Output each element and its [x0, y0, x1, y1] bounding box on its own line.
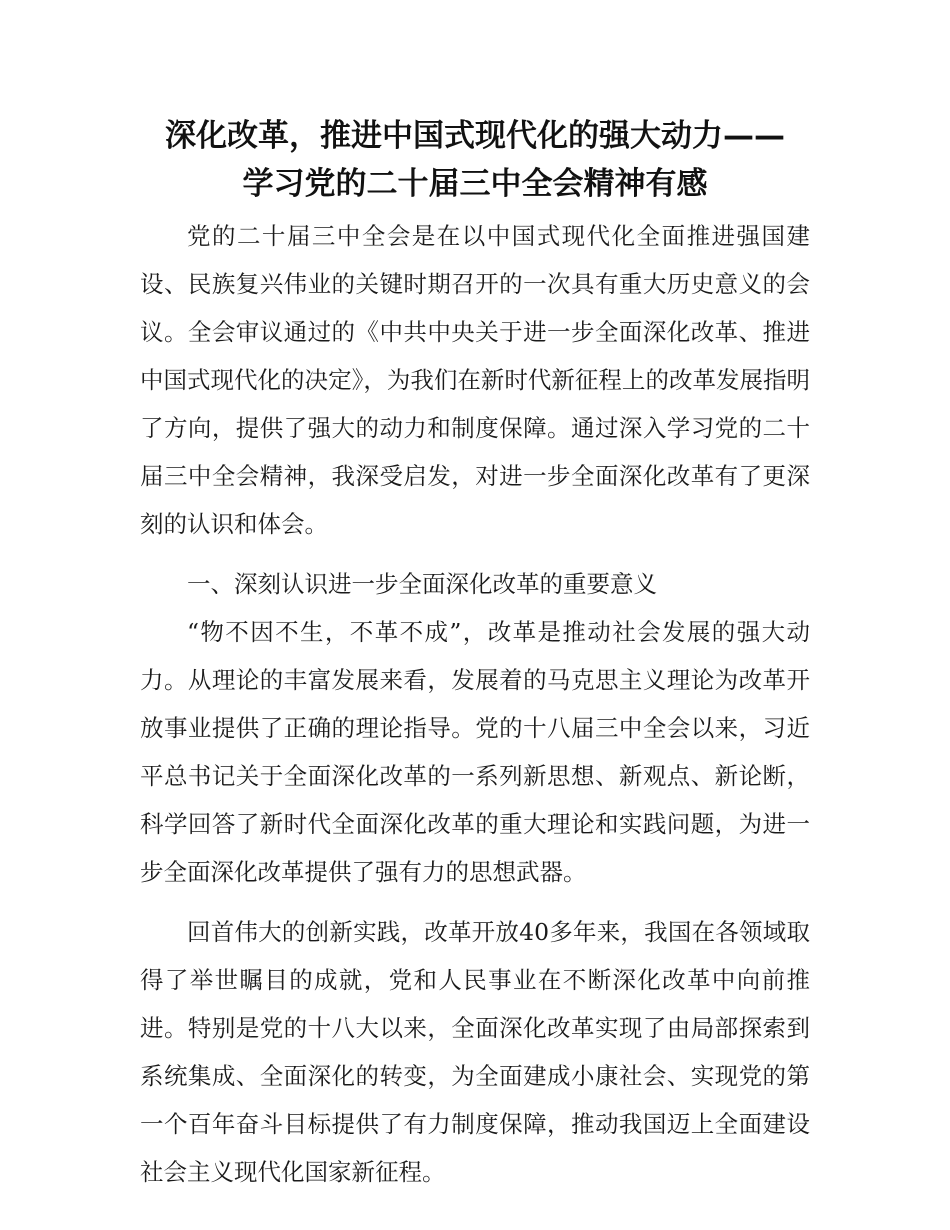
- section-heading: 一、深刻认识进一步全面深化改革的重要意义: [187, 570, 657, 598]
- paragraph-reform-theory: “物不因不生，不革不成”，改革是推动社会发展的强大动力。从理论的丰富发展来看，发展着的马克思主义理论为改革开放事业提供了正确的理论指导。党的十八届三中全会以来，习近平总书记关于全面深化改革的一系列新思想、新观点、新论断，科学回答了新时代全面深化改革的重大理论和实践问题，为进一步全面深化改革提供了强有力的思想武器。: [140, 618, 810, 886]
- document-body: [140, 212, 810, 1196]
- document-title: [100, 112, 850, 208]
- paragraph-intro: 党的二十届三中全会是在以中国式现代化全面推进强国建设、民族复兴伟业的关键时期召开的一次具有重大历史意义的会议。全会审议通过的《中共中央关于进一步全面深化改革、推进中国式现代化的决定》，为我们在新时代新征程上的改革发展指明了方向，提供了强大的动力和制度保障。通过深入学习党的二十届三中全会精神，我深受启发，对进一步全面深化改革有了更深刻的认识和体会。: [140, 222, 810, 538]
- title-line-2: 学习党的二十届三中全会精神有感: [242, 166, 708, 202]
- title-line-1: 深化改革，推进中国式现代化的强大动力——: [165, 118, 785, 154]
- paragraph-reform-practice: 回首伟大的创新实践，改革开放40多年来，我国在各领域取得了举世瞩目的成就，党和人民事业在不断深化改革中向前推进。特别是党的十八大以来，全面深化改革实现了由局部探索到系统集成、全面深化的转变，为全面建成小康社会、实现党的第一个百年奋斗目标提供了有力制度保障，推动我国迈上全面建设社会主义现代化国家新征程。: [140, 918, 810, 1186]
